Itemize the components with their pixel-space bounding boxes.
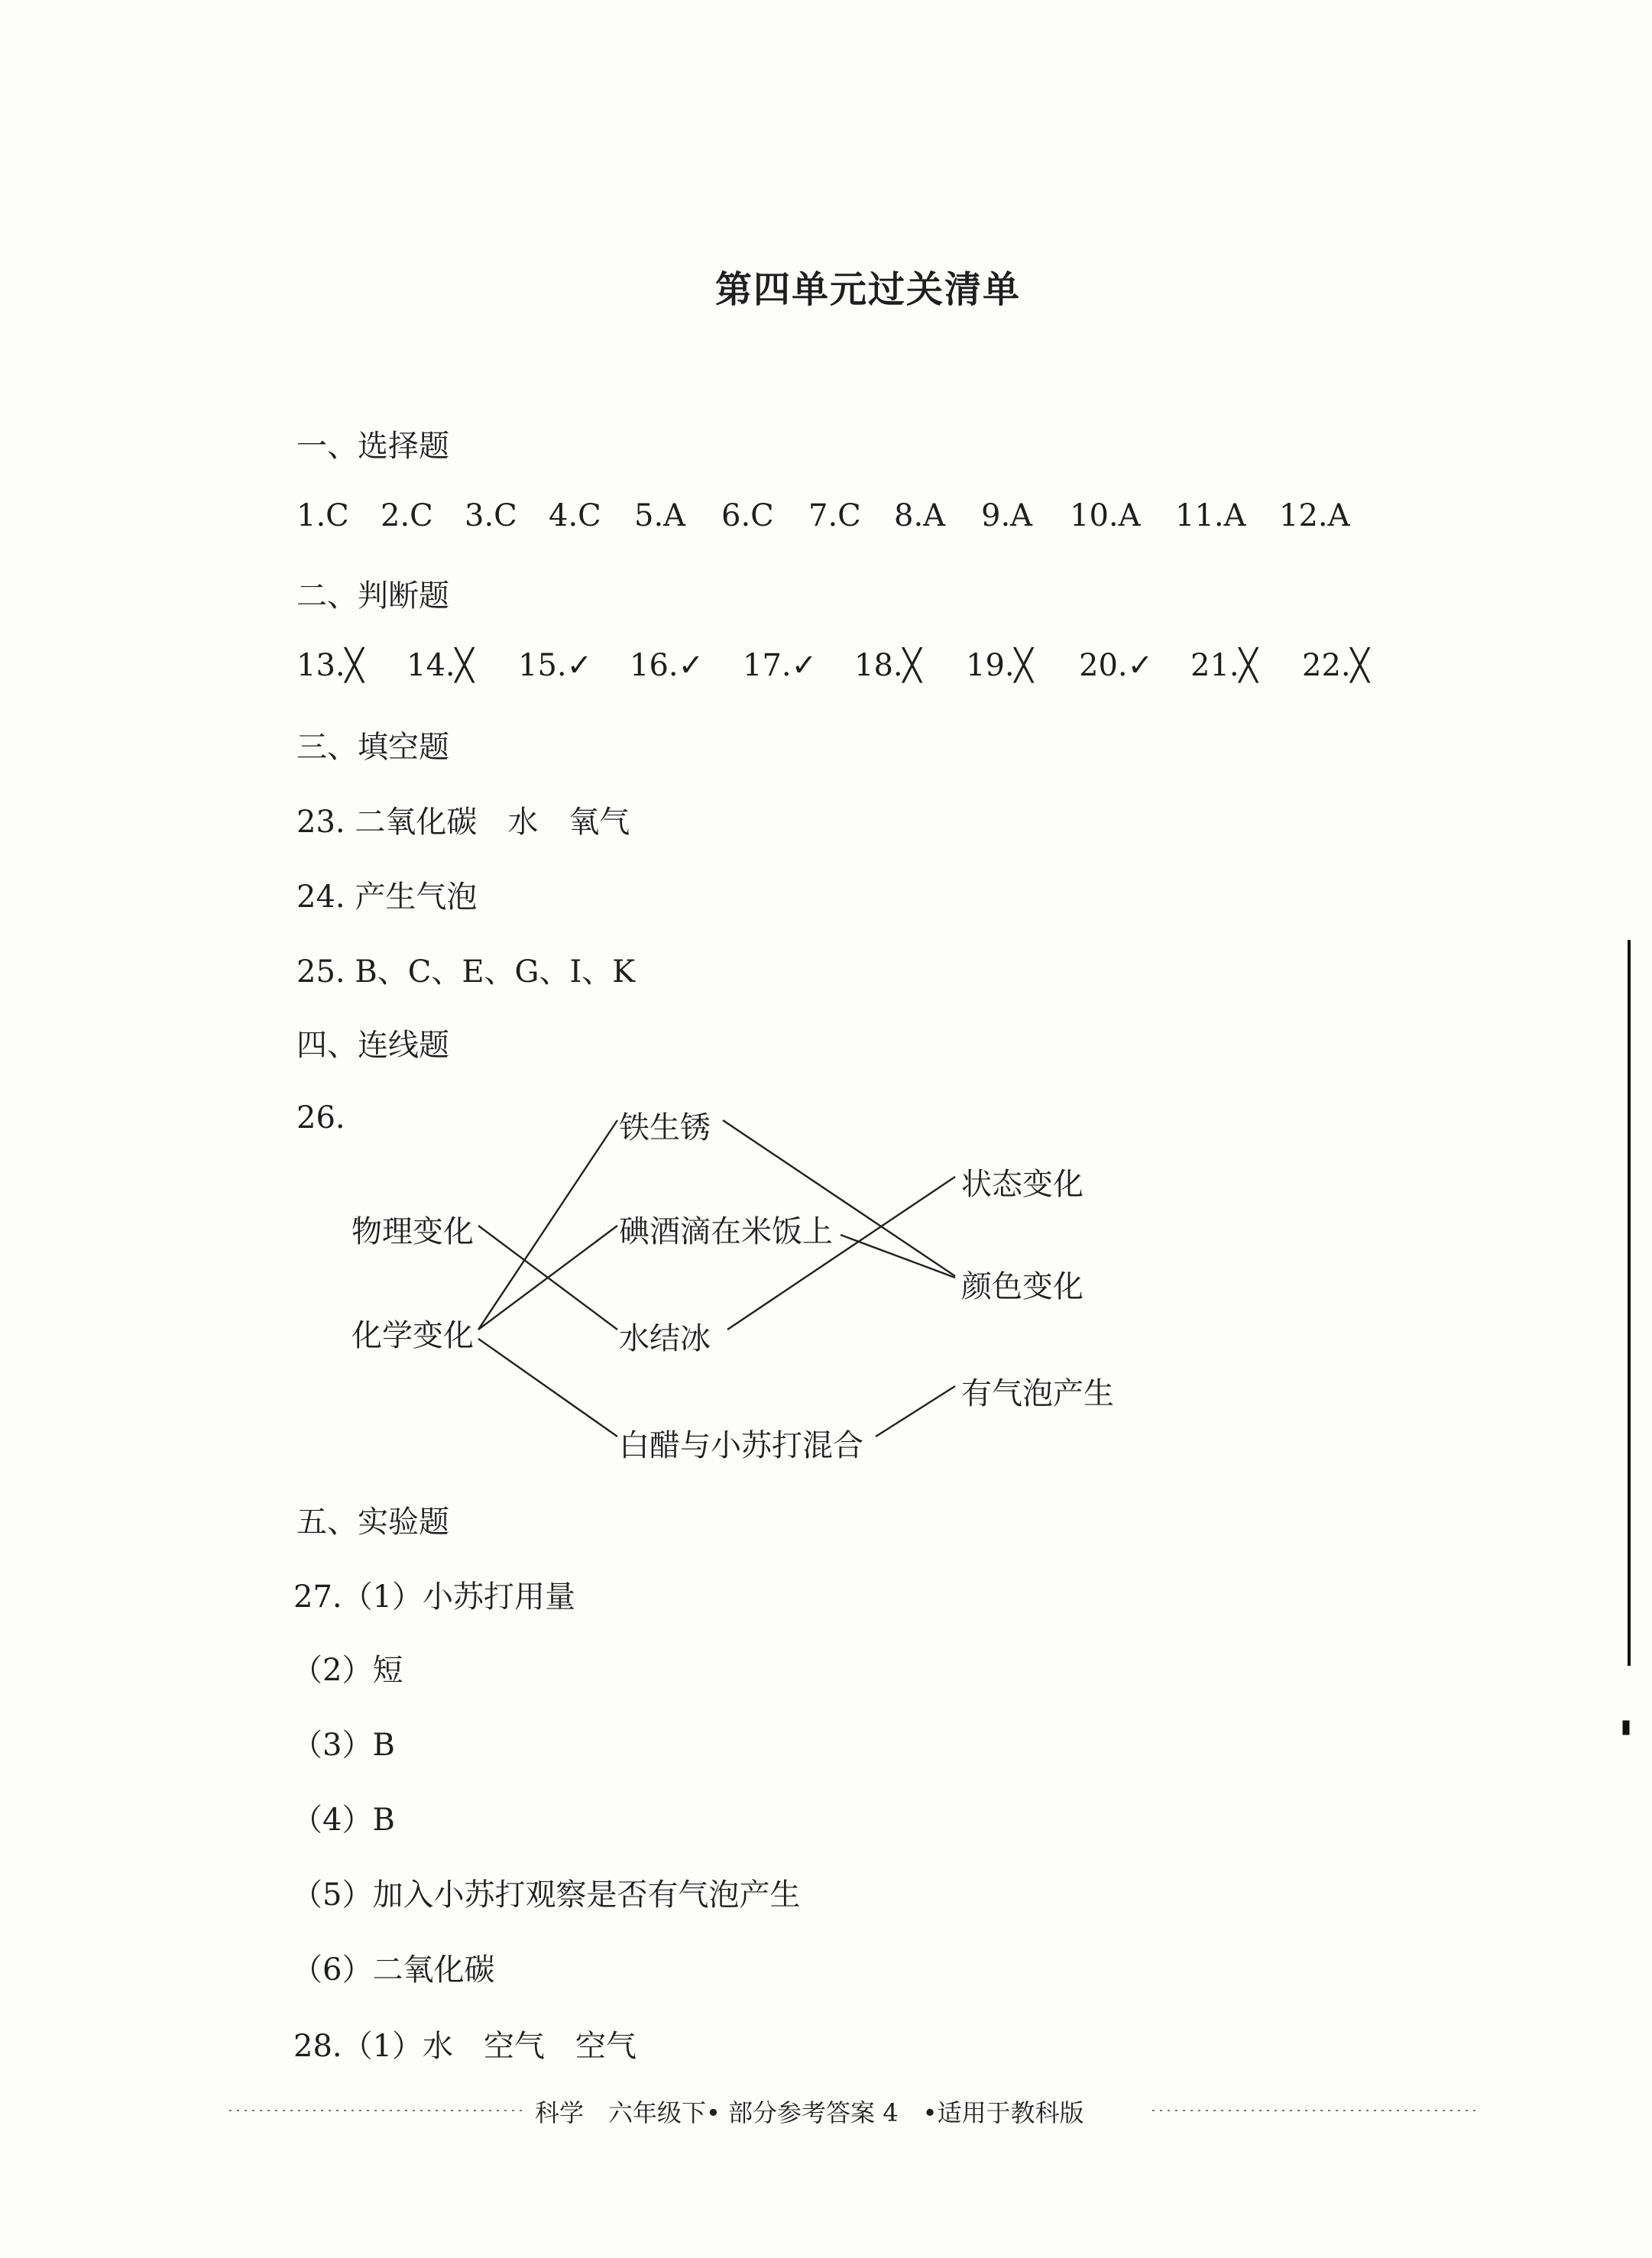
answer-item: 5.A bbox=[634, 498, 686, 533]
section-heading-judgment: 二、判断题 bbox=[296, 578, 449, 614]
match-left-chemical: 化学变化 bbox=[351, 1318, 474, 1353]
answer-item: 19.╳ bbox=[966, 648, 1033, 683]
answer-item: 20.✓ bbox=[1079, 648, 1154, 683]
answer-item: 17.✓ bbox=[743, 648, 818, 683]
matching-number: 26. bbox=[296, 1100, 345, 1135]
answer-item: 14.╳ bbox=[407, 648, 474, 683]
answer-item: 22.╳ bbox=[1302, 648, 1369, 683]
answer-item: 18.╳ bbox=[854, 648, 922, 683]
match-line bbox=[478, 1339, 617, 1437]
match-right-bubbles: 有气泡产生 bbox=[961, 1376, 1114, 1411]
match-line bbox=[478, 1120, 617, 1330]
answer-item: 4.C bbox=[549, 498, 601, 533]
answer-item: 16.✓ bbox=[630, 648, 705, 683]
fill-answer-23: 23. 二氧化碳 水 氧气 bbox=[296, 805, 630, 840]
answer-item: 15.✓ bbox=[518, 648, 593, 683]
answer-item: 13.╳ bbox=[296, 648, 364, 683]
experiment-27-6: （6）二氧化碳 bbox=[292, 1952, 495, 1987]
match-middle-vinegar: 白醋与小苏打混合 bbox=[619, 1428, 863, 1463]
answer-item: 1.C bbox=[296, 498, 349, 533]
match-left-physical: 物理变化 bbox=[351, 1214, 474, 1249]
section-heading-choice: 一、选择题 bbox=[296, 429, 449, 464]
fill-answer-25: 25. B、C、E、G、I、K bbox=[296, 954, 636, 990]
experiment-27-5: （5）加入小苏打观察是否有气泡产生 bbox=[292, 1877, 801, 1913]
page-title: 第四单元过关清单 bbox=[715, 268, 1022, 311]
match-line bbox=[723, 1120, 955, 1276]
answer-item: 6.C bbox=[721, 498, 774, 533]
section-heading-matching: 四、连线题 bbox=[296, 1028, 449, 1063]
experiment-27-4: （4）B bbox=[292, 1803, 395, 1838]
answer-item: 21.╳ bbox=[1190, 648, 1258, 683]
match-right-state: 状态变化 bbox=[961, 1167, 1084, 1202]
answer-item: 12.A bbox=[1279, 498, 1350, 533]
answer-item: 2.C bbox=[381, 498, 433, 533]
answer-item: 8.A bbox=[894, 498, 946, 533]
section-heading-fill: 三、填空题 bbox=[296, 730, 449, 765]
match-middle-ice: 水结冰 bbox=[619, 1321, 711, 1356]
match-middle-iodine: 碘酒滴在米饭上 bbox=[619, 1214, 833, 1249]
experiment-27-3: （3）B bbox=[292, 1728, 395, 1763]
fill-answer-24: 24. 产生气泡 bbox=[296, 880, 478, 915]
answer-item: 9.A bbox=[981, 498, 1033, 533]
page-footer: 科学 六年级下• 部分参考答案 4 •适用于教科版 bbox=[535, 2098, 1084, 2127]
match-right-color: 颜色变化 bbox=[961, 1269, 1084, 1304]
answer-item: 10.A bbox=[1070, 498, 1141, 533]
experiment-27-2: （2）短 bbox=[292, 1653, 403, 1688]
experiment-27-1: 27.（1）小苏打用量 bbox=[293, 1579, 576, 1615]
edge-mark bbox=[1623, 1721, 1629, 1735]
answer-item: 11.A bbox=[1175, 498, 1246, 533]
answer-item: 3.C bbox=[465, 498, 517, 533]
match-line bbox=[876, 1386, 955, 1437]
experiment-28-1: 28.（1）水 空气 空气 bbox=[293, 2029, 637, 2064]
answer-item: 7.C bbox=[808, 498, 861, 533]
match-middle-rust: 铁生锈 bbox=[619, 1110, 711, 1145]
section-heading-experiment: 五、实验题 bbox=[296, 1505, 449, 1540]
